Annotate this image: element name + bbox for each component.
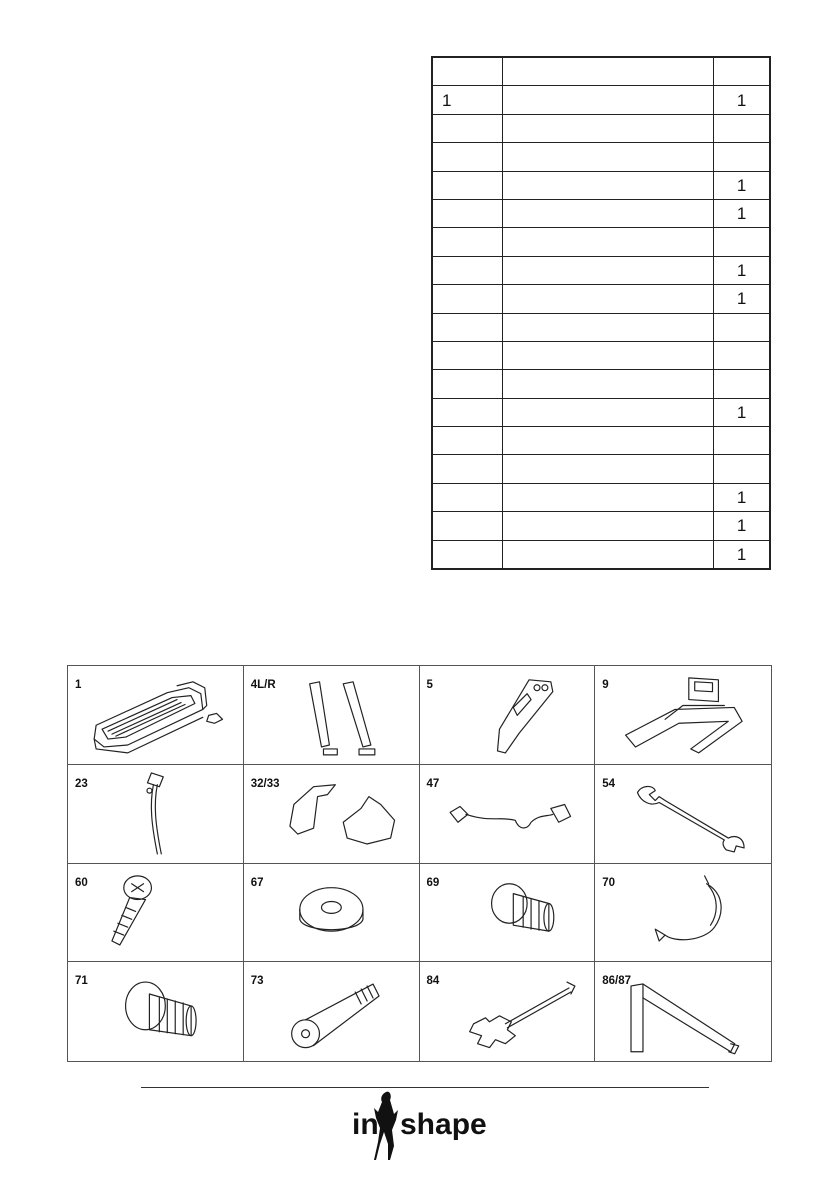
part-quantity-cell: 1	[714, 86, 770, 114]
part-description-cell	[502, 370, 713, 398]
part-quantity-cell: 1	[714, 540, 770, 569]
part-description-cell	[502, 86, 713, 114]
parts-table-row	[432, 114, 770, 142]
parts-table-row	[432, 57, 770, 86]
parts-table-row	[432, 398, 770, 426]
bolt-icon	[68, 962, 243, 1061]
part-number-label: 4L/R	[250, 679, 276, 691]
hardware-cell	[595, 864, 771, 963]
part-number-cell	[432, 427, 502, 455]
part-quantity-cell	[714, 370, 770, 398]
part-number-label: 71	[75, 975, 88, 988]
washer-icon	[244, 864, 419, 962]
hardware-cell	[244, 962, 420, 1061]
part-number-cell	[432, 143, 502, 171]
part-number-label: 60	[75, 876, 88, 889]
hardware-cell	[68, 666, 244, 765]
part-description-cell	[502, 398, 713, 426]
part-number-label: 32/33	[250, 777, 280, 790]
parts-table-row	[432, 455, 770, 483]
part-quantity-cell	[714, 228, 770, 256]
parts-table-row	[432, 313, 770, 341]
part-number-cell	[432, 540, 502, 569]
part-quantity-cell: 1	[714, 285, 770, 313]
part-number-label: 5	[426, 679, 433, 691]
hardware-cell	[420, 864, 596, 963]
part-number-label: 1	[75, 679, 82, 691]
part-description-cell	[502, 57, 713, 86]
part-number-label: 67	[250, 876, 264, 889]
part-description-cell	[502, 341, 713, 369]
parts-table-row	[432, 540, 770, 569]
part-quantity-cell: 1	[714, 199, 770, 227]
part-description-cell	[502, 313, 713, 341]
part-description-cell	[502, 228, 713, 256]
part-number-cell	[432, 57, 502, 86]
inshape-logo	[352, 1090, 488, 1162]
part-description-cell	[502, 285, 713, 313]
part-quantity-cell	[714, 341, 770, 369]
power-cord-icon	[420, 765, 595, 863]
part-description-cell	[502, 114, 713, 142]
hardware-grid	[67, 665, 772, 1062]
part-quantity-cell: 1	[714, 483, 770, 511]
parts-table	[431, 56, 771, 570]
part-number-cell	[432, 398, 502, 426]
part-number-cell	[432, 455, 502, 483]
part-quantity-cell	[714, 427, 770, 455]
part-number-cell	[432, 341, 502, 369]
svg-text:shape: shape	[400, 1108, 487, 1141]
hardware-cell	[68, 765, 244, 864]
hardware-cell	[595, 765, 771, 864]
part-description-cell	[502, 256, 713, 284]
part-quantity-cell	[714, 114, 770, 142]
part-number-cell	[432, 114, 502, 142]
part-number-label: 70	[602, 876, 616, 889]
parts-table-row	[432, 143, 770, 171]
part-quantity-cell	[714, 143, 770, 171]
part-number-cell	[432, 228, 502, 256]
phillips-screw-icon	[68, 864, 243, 962]
part-number-cell	[432, 256, 502, 284]
wrench-icon	[595, 765, 771, 863]
treadmill-deck-icon	[68, 666, 243, 764]
parts-table-row	[432, 427, 770, 455]
part-quantity-cell: 1	[714, 398, 770, 426]
side-cover-icon	[420, 666, 595, 764]
parts-table-row	[432, 171, 770, 199]
part-number-label: 9	[602, 679, 609, 691]
part-description-cell	[502, 427, 713, 455]
console-assembly-icon	[595, 666, 771, 764]
cable-tie-icon	[68, 765, 243, 863]
part-number-cell	[432, 483, 502, 511]
hardware-cell	[68, 962, 244, 1061]
hardware-cell	[595, 962, 771, 1061]
part-number-label: 23	[75, 777, 88, 790]
svg-text:in: in	[352, 1108, 379, 1141]
footer-divider	[141, 1087, 709, 1088]
part-number-label: 86/87	[602, 975, 632, 988]
part-number-cell	[432, 199, 502, 227]
part-quantity-cell: 1	[714, 171, 770, 199]
part-number-cell: 1	[432, 86, 502, 114]
part-number-cell	[432, 512, 502, 540]
part-number-cell	[432, 370, 502, 398]
part-number-label: 47	[426, 777, 440, 790]
parts-table-row	[432, 86, 770, 114]
hardware-cell	[244, 666, 420, 765]
long-bolt-icon	[244, 962, 419, 1061]
hardware-cell	[244, 765, 420, 864]
multi-tool-icon	[420, 962, 595, 1061]
part-number-cell	[432, 313, 502, 341]
hardware-cell	[420, 962, 596, 1061]
upright-posts-icon	[244, 666, 419, 764]
parts-table-row	[432, 483, 770, 511]
allen-key-icon	[595, 962, 771, 1061]
hardware-cell	[244, 864, 420, 963]
part-description-cell	[502, 540, 713, 569]
part-description-cell	[502, 512, 713, 540]
hardware-cell	[595, 666, 771, 765]
part-number-cell	[432, 171, 502, 199]
safety-key-cord-icon	[595, 864, 771, 962]
part-description-cell	[502, 171, 713, 199]
part-quantity-cell: 1	[714, 512, 770, 540]
hardware-cell	[68, 864, 244, 963]
parts-table-row	[432, 370, 770, 398]
parts-table-row	[432, 512, 770, 540]
part-description-cell	[502, 455, 713, 483]
part-description-cell	[502, 483, 713, 511]
hardware-cell	[420, 765, 596, 864]
part-quantity-cell	[714, 313, 770, 341]
parts-table-row	[432, 285, 770, 313]
base-covers-icon	[244, 765, 419, 863]
short-bolt-icon	[420, 864, 595, 962]
part-quantity-cell: 1	[714, 256, 770, 284]
part-description-cell	[502, 199, 713, 227]
parts-table-row	[432, 228, 770, 256]
hardware-cell	[420, 666, 596, 765]
parts-table-row	[432, 199, 770, 227]
part-number-label: 69	[426, 876, 440, 889]
part-number-cell	[432, 285, 502, 313]
part-number-label: 73	[250, 975, 264, 988]
part-number-label: 54	[602, 777, 616, 790]
parts-table-row	[432, 341, 770, 369]
part-number-label: 84	[426, 975, 440, 988]
part-quantity-cell	[714, 57, 770, 86]
part-description-cell	[502, 143, 713, 171]
part-quantity-cell	[714, 455, 770, 483]
parts-table-row	[432, 256, 770, 284]
